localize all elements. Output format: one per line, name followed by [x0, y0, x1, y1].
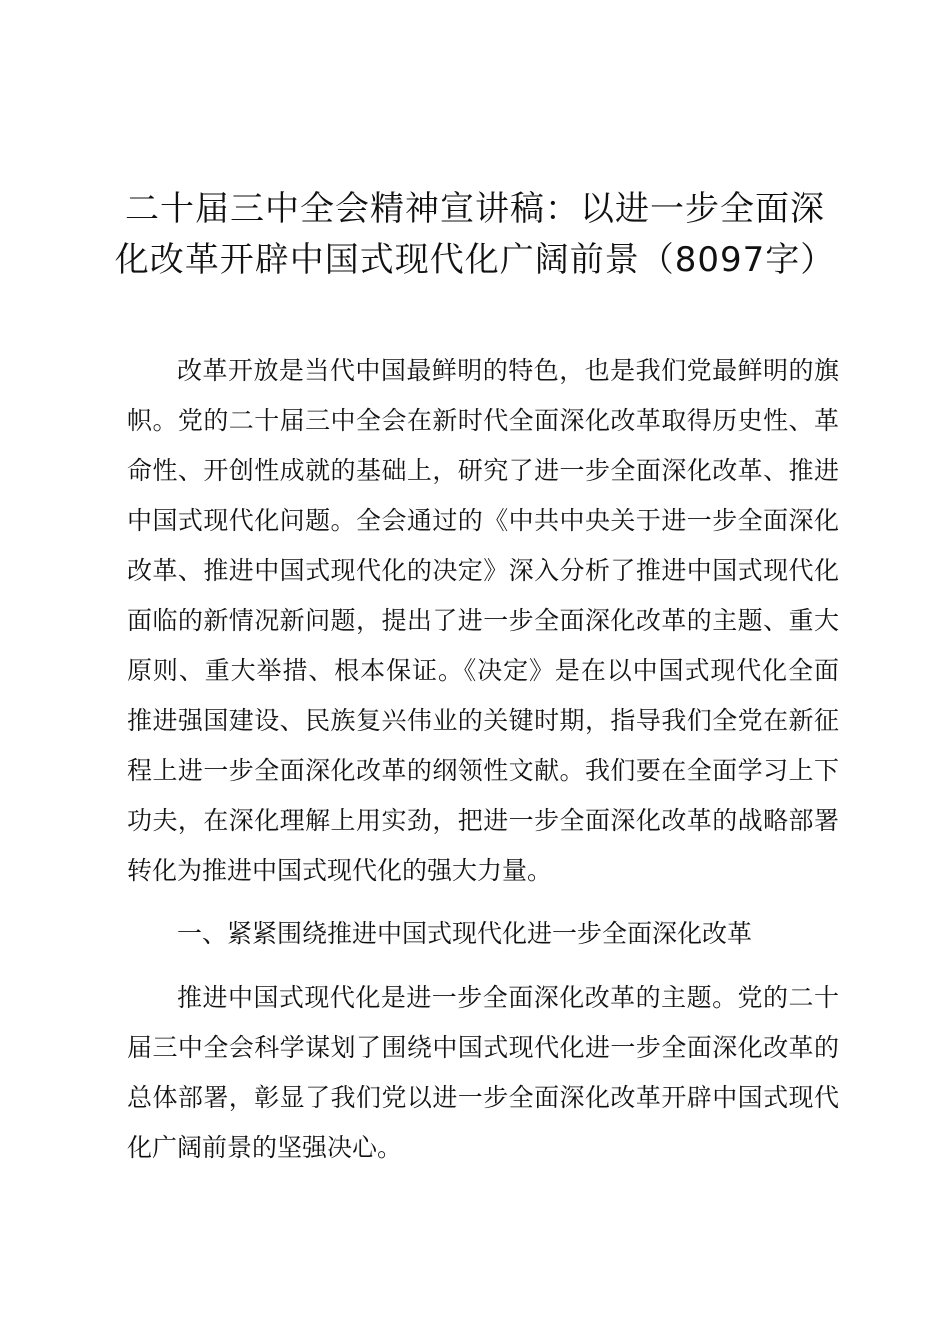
document-title: 二十届三中全会精神宣讲稿：以进一步全面深化改革开辟中国式现代化广阔前景（8097字）: [114, 189, 836, 280]
intro-paragraph: 改革开放是当代中国最鲜明的特色，也是我们党最鲜明的旗帜。党的二十届三中全会在新时代全面深化改革取得历史性、革命性、开创性成就的基础上，研究了进一步全面深化改革、推进中国式现代化问题。全会通过的《中共中央关于进一步全面深化改革、推进中国式现代化的决定》深入分析了推进中国式现代化面临的新情况新问题，提出了进一步全面深化改革的主题、重大原则、重大举措、根本保证。《决定》是在以中国式现代化全面推进强国建设、民族复兴伟业的关键时期，指导我们全党在新征程上进一步全面深化改革的纲领性文献。我们要在全面学习上下功夫，在深化理解上用实劲，把进一步全面深化改革的战略部署转化为推进中国式现代化的强大力量。: [127, 356, 839, 885]
section-paragraph: 推进中国式现代化是进一步全面深化改革的主题。党的二十届三中全会科学谋划了围绕中国式现代化进一步全面深化改革的总体部署，彰显了我们党以进一步全面深化改革开辟中国式现代化广阔前景的坚强决心。: [127, 983, 839, 1162]
section-heading: 一、紧紧围绕推进中国式现代化进一步全面深化改革: [177, 919, 753, 948]
